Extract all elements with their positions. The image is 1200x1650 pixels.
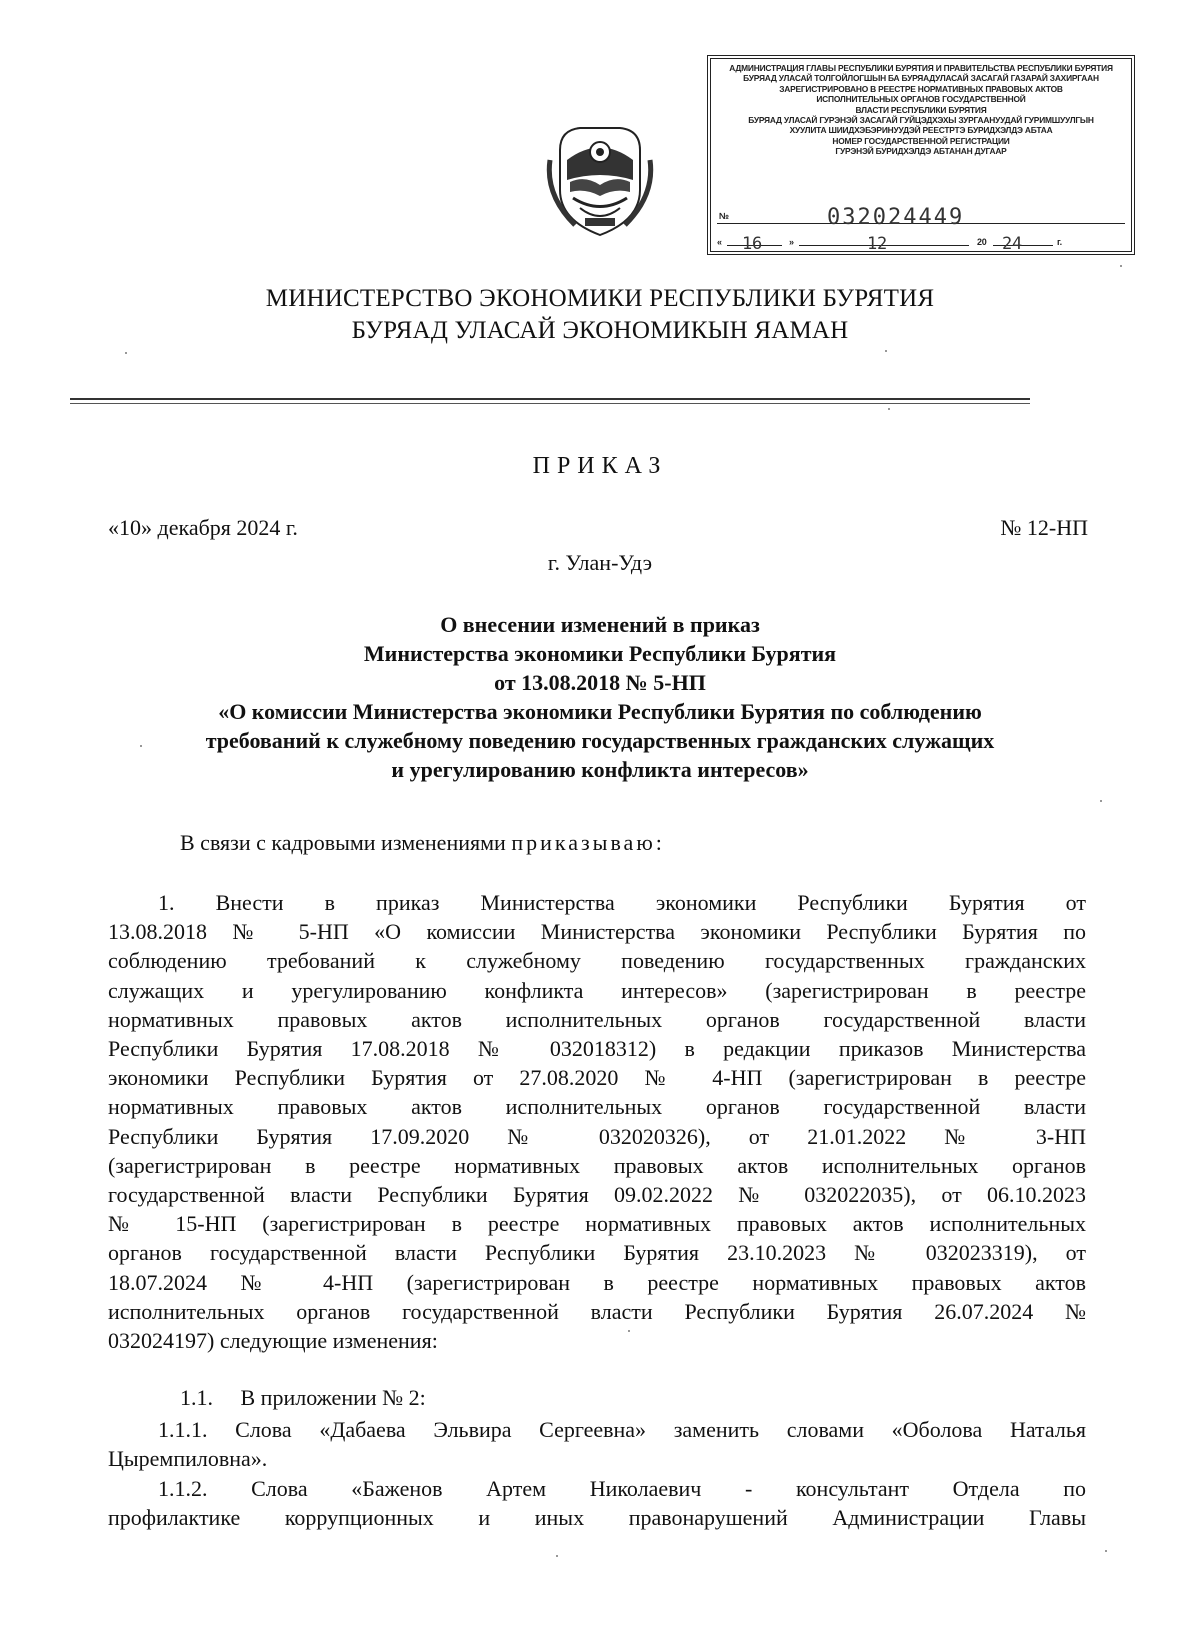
order-date: «10» декабря 2024 г. [108,515,298,540]
stamp-registration-number-row [717,201,1125,230]
paragraph-line: 13.08.2018 № 5-НП «О комиссии Министерства экономики Республики Бурятия по [108,919,1086,945]
paragraph-line: экономики Республики Бурятия от 27.08.2020 № 4-НП (зарегистрирован в реестре [108,1065,1086,1091]
preamble-text: В связи с кадровыми изменениями [180,830,506,855]
stamp-date-quote-open: « [717,236,722,247]
paragraph-line: № 15-НП (зарегистрирован в реестре нормативных правовых актов исполнительных [108,1211,1086,1237]
paragraph-line: Республики Бурятия 17.09.2020 № 032020326), от 21.01.2022 № 3-НП [108,1123,1086,1149]
heading-line: от 13.08.2018 № 5-НП [494,670,706,695]
scan-speck [1105,1550,1107,1552]
paragraph-line: служащих и урегулированию конфликта интересов» (зарегистрирован в реестре [108,977,1086,1003]
stamp-date-year: 24 [1002,233,1023,254]
stamp-date-month: 12 [867,233,888,254]
stamp-line: ИСПОЛНИТЕЛЬНЫХ ОРГАНОВ ГОСУДАРСТВЕННОЙ [816,94,1026,105]
paragraph-line: нормативных правовых актов исполнительных органов государственной власти [108,1006,1086,1032]
paragraph-line: 18.07.2024 № 4-НП (зарегистрирован в реестре нормативных правовых актов [108,1269,1086,1295]
paragraph-line: нормативных правовых актов исполнительных органов государственной власти [108,1094,1086,1120]
paragraph-line: 1.1.1. Слова «Дабаева Эльвира Сергеевна» заменить словами «Оболова Наталья [158,1417,1086,1442]
paragraph-line: исполнительных органов государственной власти Республики Бурятия 26.07.2024 № [108,1298,1086,1324]
paragraph-line: Цыремпиловна». [108,1446,268,1472]
paragraph-line: 1. Внести в приказ Министерства экономики Республики Бурятия от [158,890,1086,915]
subsection-1-1: 1.1. В приложении № 2: [180,1385,426,1410]
paragraph-line: 032024197) следующие изменения: [108,1328,438,1354]
paragraph-line: 1.1.2. Слова «Баженов Артем Николаевич - консультант Отдела по [158,1476,1086,1501]
coat-of-arms-emblem [545,120,655,240]
heading-line: и урегулированию конфликта интересов» [391,757,809,782]
paragraph-line: Республики Бурятия 17.08.2018 № 032018312) в редакции приказов Министерства [108,1036,1086,1062]
scan-speck [1120,265,1122,267]
scan-speck [628,1330,630,1332]
stamp-date-year-prefix: 20 [977,236,987,247]
order-city: г. Улан-Удэ [547,550,653,575]
paragraph-line: (зарегистрирован в реестре нормативных правовых актов исполнительных органов [108,1152,1086,1178]
heading-line: требований к служебному поведению государственных гражданских служащих [205,728,995,753]
heading-line: О внесении изменений в приказ [440,612,760,637]
scan-speck [885,350,887,352]
heading-line: «О комиссии Министерства экономики Республики Бурятия по соблюдению [218,699,982,724]
ministry-name-buryat: БУРЯАД УЛАСАЙ ЭКОНОМИКЫН ЯАМАН [351,317,849,344]
order-heading [100,610,1100,784]
stamp-line: ВЛАСТИ РЕСПУБЛИКИ БУРЯТИЯ [855,104,987,115]
stamp-line: АДМИНИСТРАЦИЯ ГЛАВЫ РЕСПУБЛИКИ БУРЯТИЯ И ПРАВИТЕЛЬСТВА РЕСПУБЛИКИ БУРЯТИЯ [729,63,1113,73]
scan-speck [125,352,127,354]
subsection-1-1-1 [108,1415,1086,1473]
stamp-registration-date-row [717,227,1125,254]
stamp-date-quote-close: » [789,236,794,247]
paragraph-line: соблюдению требований к служебному поведению государственных гражданских [108,948,1086,974]
header-divider-thin [70,403,1030,404]
ministry-name-russian: МИНИСТЕРСТВО ЭКОНОМИКИ РЕСПУБЛИКИ БУРЯТИЯ [265,285,935,312]
stamp-line: ХУУЛИТА ШИИДХЭБЭРИНУУДЭЙ РЕЕСТРТЭ БУРИДХЭЛДЭ АБТАА [789,125,1053,136]
stamp-line: ЗАРЕГИСТРИРОВАНО В РЕЕСТРЕ НОРМАТИВНЫХ ПРАВОВЫХ АКТОВ [779,83,1063,94]
stamp-line: БУРЯАД УЛАСАЙ ГУРЭНЭЙ ЗАСАГАЙ ГУЙЦЭДХЭХЫ ЗУРГААНУУДАЙ ГУРИМШУУЛГЫН [748,115,1094,126]
scan-speck [556,1555,558,1557]
order-number: № 12-НП [1000,515,1088,540]
stamp-line: ГУРЭНЭЙ БУРИДХЭЛДЭ АБТАНАН ДУГААР [835,146,1007,157]
stamp-registration-number: 032024449 [827,204,965,230]
header-divider [70,398,1030,400]
paragraph-line: профилактике коррупционных и иных правонарушений Администрации Главы [108,1505,1086,1531]
heading-line: Министерства экономики Республики Бурятия [363,641,837,666]
registration-stamp [707,55,1135,255]
paragraph-1 [108,888,1086,1355]
scan-speck [888,408,890,410]
paragraph-line: органов государственной власти Республики Бурятия 23.10.2023 № 032023319), от [108,1240,1086,1266]
preamble-order-word: приказываю: [511,830,665,855]
stamp-number-label: № [719,210,729,221]
stamp-line: НОМЕР ГОСУДАРСТВЕННОЙ РЕГИСТРАЦИИ [832,135,1010,146]
stamp-date-day: 16 [742,233,763,254]
stamp-date-suffix: г. [1057,236,1062,247]
scan-speck [140,745,142,747]
paragraph-line: государственной власти Республики Бурятия 09.02.2022 № 032022035), от 06.10.2023 [108,1182,1086,1208]
stamp-line: БУРЯАД УЛАСАЙ ТОЛГОЙЛОГШЫН БА БУРЯАДУЛАСАЙ ЗАСАГАЙ ГАЗАРАЙ ЗАХИРГААН [743,73,1099,84]
preamble [180,830,665,856]
scan-speck [1100,800,1102,802]
document-type-title: ПРИКАЗ [532,453,668,479]
subsection-1-1-2 [108,1474,1086,1532]
